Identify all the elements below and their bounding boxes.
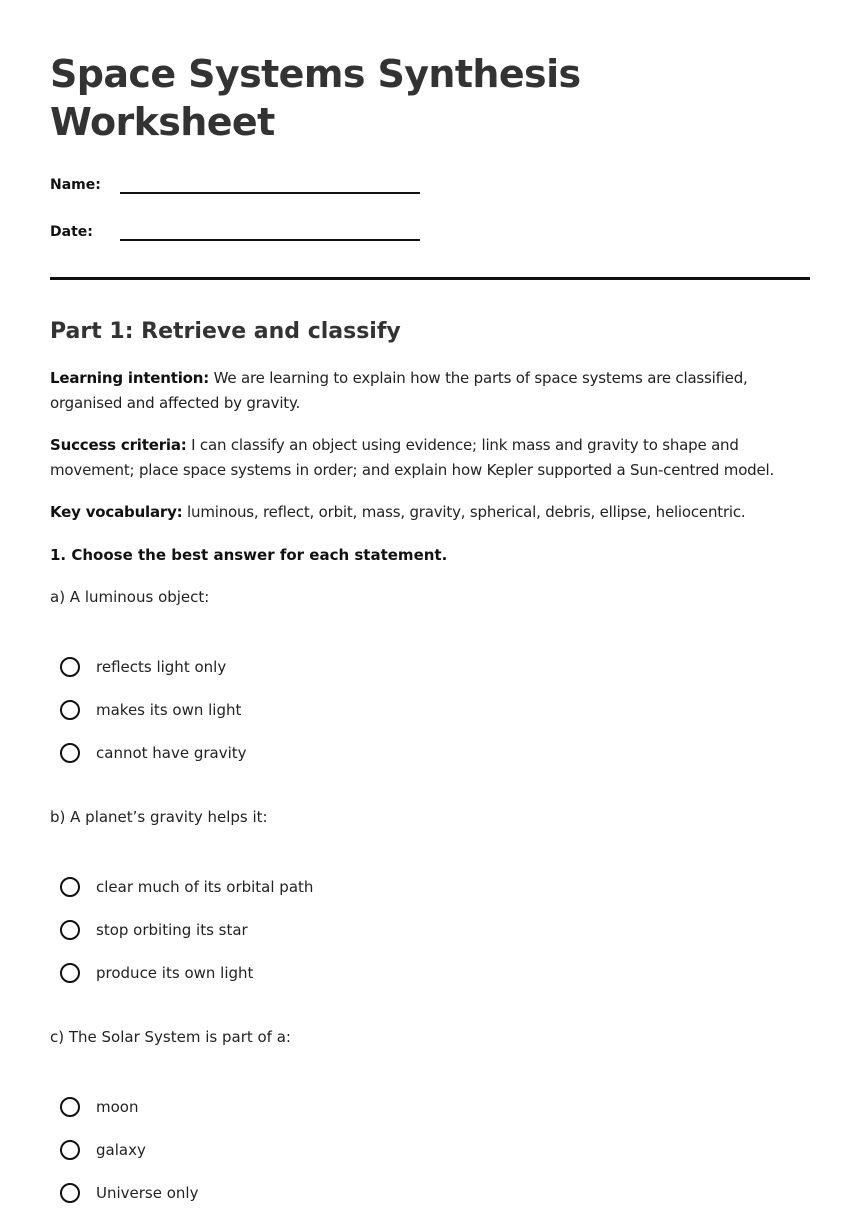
- radio-button[interactable]: [60, 877, 80, 897]
- question-1c-prompt: c) The Solar System is part of a:: [50, 1028, 291, 1046]
- option-1a-3[interactable]: [60, 731, 810, 774]
- radio-button[interactable]: [60, 920, 80, 940]
- success-criteria: [50, 433, 810, 483]
- radio-button[interactable]: [60, 1183, 80, 1203]
- name-field: [50, 170, 810, 194]
- question-1c-options: [50, 1085, 810, 1214]
- option-1c-3[interactable]: [60, 1171, 810, 1214]
- question-1b-prompt: b) A planet’s gravity helps it:: [50, 808, 268, 826]
- option-label: clear much of its orbital path: [96, 877, 314, 896]
- option-label: reflects light only: [96, 657, 227, 676]
- option-label: produce its own light: [96, 963, 254, 982]
- option-label: cannot have gravity: [96, 743, 247, 762]
- option-label: galaxy: [96, 1140, 146, 1159]
- success-criteria-label: Success criteria:: [50, 436, 187, 454]
- radio-button[interactable]: [60, 657, 80, 677]
- success-criteria-text: I can classify an object using evidence; link mass and gravity to shape and movement; place space systems in order; and explain how Kepler supported a Sun-centred model.: [50, 436, 775, 479]
- date-field: [50, 217, 810, 241]
- option-label: makes its own light: [96, 700, 242, 719]
- option-label: Universe only: [96, 1183, 199, 1202]
- radio-button[interactable]: [60, 743, 80, 763]
- option-label: stop orbiting its star: [96, 920, 248, 939]
- option-1c-2[interactable]: [60, 1128, 810, 1171]
- radio-button[interactable]: [60, 700, 80, 720]
- part1-heading: Part 1: Retrieve and classify: [50, 319, 401, 344]
- option-1b-1[interactable]: [60, 865, 810, 908]
- option-label: moon: [96, 1097, 139, 1116]
- key-vocabulary: [50, 500, 810, 525]
- question-1-title: 1. Choose the best answer for each statement.: [50, 546, 448, 564]
- name-label: Name:: [50, 177, 101, 193]
- option-1c-1[interactable]: [60, 1085, 810, 1128]
- date-label: Date:: [50, 224, 93, 240]
- key-vocabulary-label: Key vocabulary:: [50, 503, 183, 521]
- option-1a-2[interactable]: [60, 688, 810, 731]
- learning-intention-text: We are learning to explain how the parts of space systems are classified, organised and affected by gravity.: [50, 369, 748, 412]
- learning-intention: [50, 366, 810, 416]
- question-1b-options: [50, 865, 810, 994]
- date-input-line[interactable]: [120, 219, 420, 241]
- radio-button[interactable]: [60, 963, 80, 983]
- radio-button[interactable]: [60, 1097, 80, 1117]
- page-title: Space Systems Synthesis Worksheet: [50, 52, 581, 144]
- option-1b-3[interactable]: [60, 951, 810, 994]
- question-1a-options: [50, 645, 810, 774]
- option-1a-1[interactable]: [60, 645, 810, 688]
- learning-intention-label: Learning intention:: [50, 369, 210, 387]
- section-divider: [50, 277, 810, 280]
- radio-button[interactable]: [60, 1140, 80, 1160]
- option-1b-2[interactable]: [60, 908, 810, 951]
- key-vocabulary-text: luminous, reflect, orbit, mass, gravity, spherical, debris, ellipse, heliocentric.: [182, 503, 746, 521]
- question-1a-prompt: a) A luminous object:: [50, 588, 210, 606]
- name-input-line[interactable]: [120, 172, 420, 194]
